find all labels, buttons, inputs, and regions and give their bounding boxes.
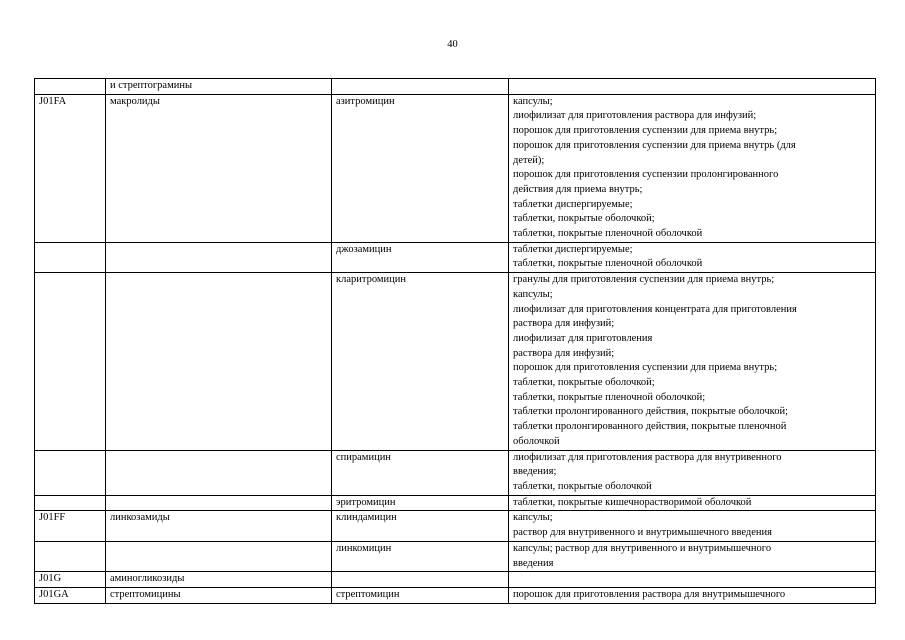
dosage-form-line: капсулы; <box>513 95 553 107</box>
drug-table <box>34 78 876 604</box>
atc-code-cell <box>35 495 106 511</box>
drug-name-cell: эритромицин <box>332 495 509 511</box>
dosage-forms-cell <box>509 273 876 450</box>
dosage-form-line: таблетки, покрытые пленочной оболочкой <box>513 258 703 270</box>
dosage-form-line: раствор для внутривенного и внутримышечного введения <box>513 527 772 539</box>
dosage-form-line: таблетки диспергируемые; <box>513 243 633 255</box>
dosage-form-line: введения <box>513 557 554 569</box>
dosage-form-line: раствора для инфузий; <box>513 347 615 359</box>
table-row <box>35 541 876 571</box>
dosage-form-line: детей); <box>513 154 545 166</box>
table-row <box>35 94 876 242</box>
table-row <box>35 273 876 450</box>
dosage-form-line: порошок для приготовления суспензии для приема внутрь (для <box>513 139 796 151</box>
dosage-form-line: лиофилизат для приготовления раствора для инфузий; <box>513 110 757 122</box>
dosage-form-line: таблетки пролонгированного действия, покрытые пленочной <box>513 421 787 433</box>
drug-name-cell: линкомицин <box>332 541 509 571</box>
table-row <box>35 242 876 272</box>
group-name-cell: линкозамиды <box>106 511 332 541</box>
group-name-cell: макролиды <box>106 94 332 242</box>
dosage-form-line: раствора для инфузий; <box>513 318 615 330</box>
dosage-form-line: лиофилизат для приготовления концентрата для приготовления <box>513 303 797 315</box>
table-row <box>35 572 876 588</box>
drug-name-cell: стрептомицин <box>332 587 509 603</box>
dosage-form-line: капсулы; раствор для внутривенного и внутримышечного <box>513 542 772 554</box>
atc-code-cell: J01FF <box>35 511 106 541</box>
table-row <box>35 495 876 511</box>
group-name-cell <box>106 242 332 272</box>
table-row <box>35 450 876 495</box>
dosage-form-line: гранулы для приготовления суспензии для приема внутрь; <box>513 274 775 286</box>
drug-table-body <box>35 79 876 604</box>
atc-code-cell: J01FA <box>35 94 106 242</box>
dosage-form-line: таблетки диспергируемые; <box>513 198 633 210</box>
dosage-form-line: порошок для приготовления суспензии для приема внутрь; <box>513 125 778 137</box>
atc-code-cell <box>35 79 106 95</box>
table-row <box>35 511 876 541</box>
dosage-form-line: таблетки, покрытые пленочной оболочкой <box>513 228 703 240</box>
table-row <box>35 587 876 603</box>
dosage-form-line: таблетки пролонгированного действия, покрытые оболочкой; <box>513 406 788 418</box>
dosage-form-line: лиофилизат для приготовления <box>513 332 653 344</box>
page-number: 40 <box>447 39 458 50</box>
dosage-form-line: порошок для приготовления суспензии для приема внутрь; <box>513 362 778 374</box>
dosage-form-line: таблетки, покрытые кишечнорастворимой оболочкой <box>513 496 752 508</box>
dosage-form-line: таблетки, покрытые пленочной оболочкой; <box>513 391 706 403</box>
group-name-cell <box>106 450 332 495</box>
drug-name-cell: джозамицин <box>332 242 509 272</box>
dosage-form-line: лиофилизат для приготовления раствора для внутривенного <box>513 451 782 463</box>
drug-name-cell: клиндамицин <box>332 511 509 541</box>
dosage-forms-cell <box>509 587 876 603</box>
group-name-cell: и стрептограмины <box>106 79 332 95</box>
dosage-form-line: оболочкой <box>513 435 560 447</box>
dosage-forms-cell <box>509 79 876 95</box>
dosage-form-line: порошок для приготовления раствора для внутримышечного <box>513 588 786 600</box>
dosage-forms-cell <box>509 94 876 242</box>
group-name-cell: стрептомицины <box>106 587 332 603</box>
dosage-form-line: порошок для приготовления суспензии пролонгированного <box>513 169 779 181</box>
dosage-forms-cell <box>509 495 876 511</box>
dosage-forms-cell <box>509 242 876 272</box>
atc-code-cell: J01GA <box>35 587 106 603</box>
group-name-cell <box>106 273 332 450</box>
atc-code-cell: J01G <box>35 572 106 588</box>
drug-name-cell: азитромицин <box>332 94 509 242</box>
dosage-form-line: капсулы; <box>513 512 553 524</box>
drug-name-cell: кларитромицин <box>332 273 509 450</box>
dosage-form-line: таблетки, покрытые оболочкой <box>513 480 652 492</box>
dosage-form-line: капсулы; <box>513 288 553 300</box>
dosage-form-line: действия для приема внутрь; <box>513 183 643 195</box>
dosage-form-line: таблетки, покрытые оболочкой; <box>513 377 655 389</box>
drug-name-cell: спирамицин <box>332 450 509 495</box>
dosage-forms-cell <box>509 450 876 495</box>
table-row <box>35 79 876 95</box>
dosage-forms-cell <box>509 541 876 571</box>
dosage-form-line: введения; <box>513 466 557 478</box>
group-name-cell: аминогликозиды <box>106 572 332 588</box>
drug-name-cell <box>332 572 509 588</box>
dosage-forms-cell <box>509 572 876 588</box>
drug-name-cell <box>332 79 509 95</box>
group-name-cell <box>106 541 332 571</box>
atc-code-cell <box>35 273 106 450</box>
atc-code-cell <box>35 541 106 571</box>
dosage-forms-cell <box>509 511 876 541</box>
atc-code-cell <box>35 450 106 495</box>
dosage-form-line: таблетки, покрытые оболочкой; <box>513 213 655 225</box>
group-name-cell <box>106 495 332 511</box>
atc-code-cell <box>35 242 106 272</box>
